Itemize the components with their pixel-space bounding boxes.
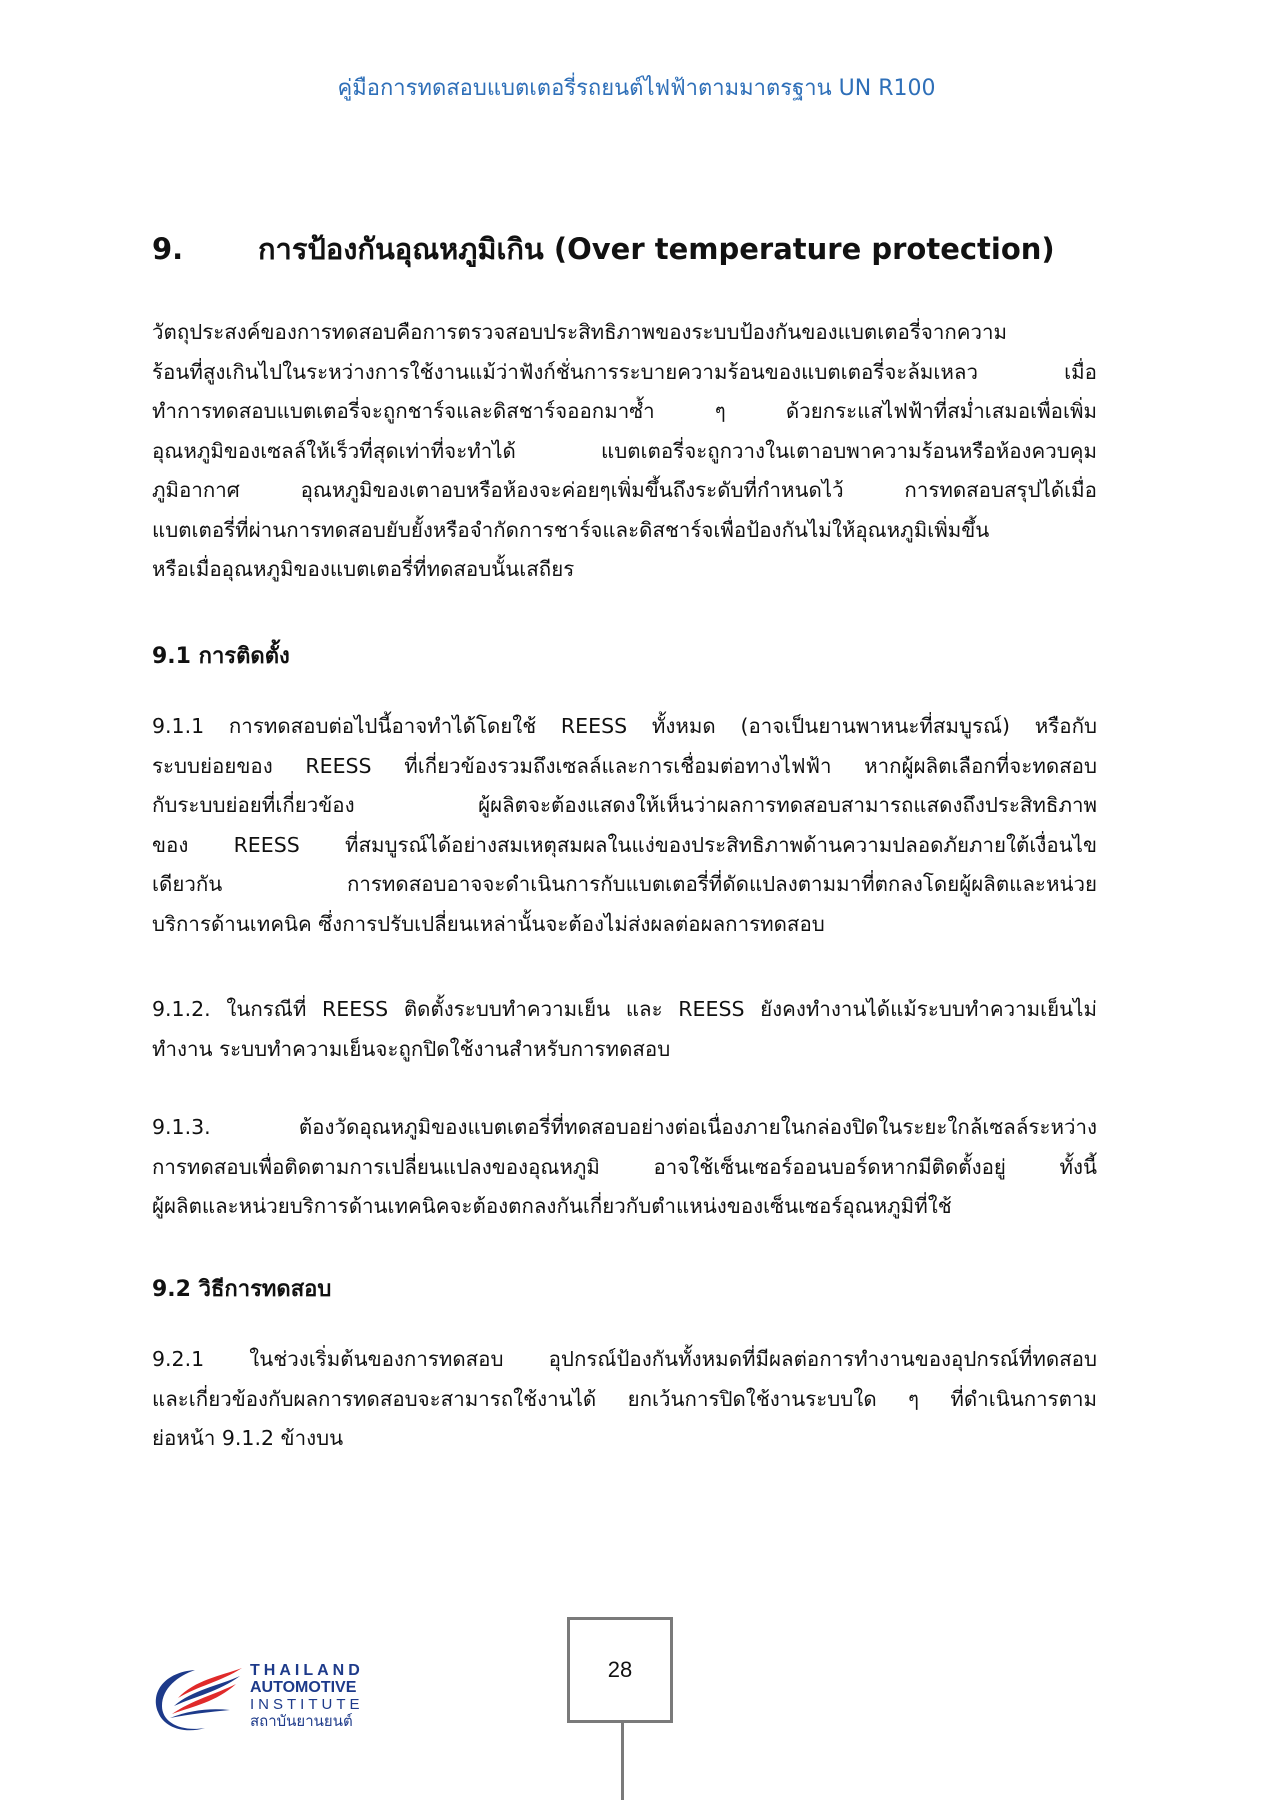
text-line: 9.1.2. ในกรณีที่ REESS ติดตั้งระบบทำความเย็น และ REESS ยังคงทำงานได้แม้ระบบทำความเย็นไม่ bbox=[152, 997, 1097, 1021]
text-line: ย่อหน้า 9.1.2 ข้างบน bbox=[152, 1426, 344, 1450]
text-line: และเกี่ยวข้องกับผลการทดสอบจะสามารถใช้งานได้ ยกเว้นการปิดใช้งานระบบใด ๆ ที่ดำเนินการตาม bbox=[152, 1386, 1097, 1411]
text-line: แบตเตอรี่ที่ผ่านการทดสอบยับยั้งหรือจำกัดการชาร์จและดิสชาร์จเพื่อป้องกันไม่ให้อุณหภูมิเพิ่มขึ้น bbox=[152, 517, 990, 542]
text-line: ทำการทดสอบแบตเตอรี่จะถูกชาร์จและดิสชาร์จออกมาซ้ำ ๆ ด้วยกระแสไฟฟ้าที่สม่ำเสมอเพื่อเพิ่ม bbox=[152, 399, 1097, 423]
subsection-heading-9-2: 9.2 วิธีการทดสอบ bbox=[152, 1277, 332, 1302]
text-line: กับระบบย่อยที่เกี่ยวข้อง ผู้ผลิตจะต้องแสดงให้เห็นว่าผลการทดสอบสามารถแสดงถึงประสิทธิภาพ bbox=[152, 793, 1097, 817]
text-line: ร้อนที่สูงเกินไปในระหว่างการใช้งานแม้ว่าฟังก์ชั่นการระบายความร้อนของแบตเตอรี่จะล้มเหลว เมื่อ bbox=[152, 359, 1097, 384]
section-number: 9. bbox=[152, 232, 184, 266]
section-title bbox=[152, 226, 1055, 272]
text-line: ของ REESS ที่สมบูรณ์ได้อย่างสมเหตุสมผลในแง่ของประสิทธิภาพด้านความปลอดภัยภายใต้เงื่อนไข bbox=[152, 832, 1097, 857]
logo-line: AUTOMOTIVE bbox=[250, 1679, 357, 1696]
logo-line: INSTITUTE bbox=[250, 1696, 364, 1713]
text-line: วัตถุประสงค์ของการทดสอบคือการตรวจสอบประสิทธิภาพของระบบป้องกันของแบตเตอรี่จากความ bbox=[152, 320, 1008, 344]
text-line: 9.1.1 การทดสอบต่อไปนี้อาจทำได้โดยใช้ REESS ทั้งหมด (อาจเป็นยานพาหนะที่สมบูรณ์) หรือกับ bbox=[152, 714, 1097, 738]
subsection-heading-9-1: 9.1 การติดตั้ง bbox=[152, 644, 290, 669]
paragraph-9-2-1 bbox=[152, 1340, 1097, 1459]
text-line: ผู้ผลิตและหน่วยบริการด้านเทคนิคจะต้องตกลงกันเกี่ยวกับตำแหน่งของเซ็นเซอร์อุณหภูมิที่ใช้ bbox=[152, 1194, 952, 1218]
page-number-connector bbox=[621, 1720, 624, 1800]
text-line: การทดสอบเพื่อติดตามการเปลี่ยนแปลงของอุณหภูมิ อาจใช้เซ็นเซอร์ออนบอร์ดหากมีติดตั้งอยู่ ทั้งนี้ bbox=[152, 1154, 1097, 1179]
text-line: 9.2.1 ในช่วงเริ่มต้นของการทดสอบ อุปกรณ์ป้องกันทั้งหมดที่มีผลต่อการทำงานของอุปกรณ์ที่ทดสอบ bbox=[152, 1347, 1097, 1371]
page-number: 28 bbox=[567, 1617, 673, 1723]
paragraph-9-1-3 bbox=[152, 1108, 1097, 1227]
logo-text bbox=[250, 1662, 364, 1730]
text-line: บริการด้านเทคนิค ซึ่งการปรับเปลี่ยนเหล่านั้นจะต้องไม่ส่งผลต่อผลการทดสอบ bbox=[152, 911, 825, 936]
running-header: คู่มือการทดสอบแบตเตอรี่รถยนต์ไฟฟ้าตามมาตรฐาน UN R100 bbox=[337, 76, 936, 101]
section-title-text: การป้องกันอุณหภูมิเกิน (Over temperature protection) bbox=[258, 232, 1055, 266]
text-line: อุณหภูมิของเซลล์ให้เร็วที่สุดเท่าที่จะทำได้ แบตเตอรี่จะถูกวางในเตาอบพาความร้อนหรือห้องควบคุม bbox=[152, 438, 1097, 463]
text-line: หรือเมื่ออุณหภูมิของแบตเตอรี่ที่ทดสอบนั้นเสถียร bbox=[152, 557, 575, 581]
text-line: ระบบย่อยของ REESS ที่เกี่ยวข้องรวมถึงเซลล์และการเชื่อมต่อทางไฟฟ้า หากผู้ผลิตเลือกที่จะทดสอบ bbox=[152, 753, 1097, 778]
logo-line: สถาบันยานยนต์ bbox=[250, 1713, 353, 1730]
text-line: ภูมิอากาศ อุณหภูมิของเตาอบหรือห้องจะค่อยๆเพิ่มขึ้นถึงระดับที่กำหนดไว้ การทดสอบสรุปได้เมื่อ bbox=[152, 478, 1097, 502]
text-line: ทำงาน ระบบทำความเย็นจะถูกปิดใช้งานสำหรับการทดสอบ bbox=[152, 1036, 671, 1061]
tai-logo bbox=[150, 1662, 380, 1742]
logo-line: THAILAND bbox=[250, 1662, 364, 1679]
text-line: เดียวกัน การทดสอบอาจจะดำเนินการกับแบตเตอรี่ที่ดัดแปลงตามมาที่ตกลงโดยผู้ผลิตและหน่วย bbox=[152, 872, 1097, 896]
logo-swoosh-icon bbox=[150, 1662, 250, 1742]
paragraph-9-1-1 bbox=[152, 707, 1097, 944]
text-line: 9.1.3. ต้องวัดอุณหภูมิของแบตเตอรี่ที่ทดสอบอย่างต่อเนื่องภายในกล่องปิดในระยะใกล้เซลล์ระหว่าง bbox=[152, 1115, 1097, 1139]
paragraph-9-1-2 bbox=[152, 990, 1097, 1069]
intro-paragraph bbox=[152, 313, 1097, 590]
